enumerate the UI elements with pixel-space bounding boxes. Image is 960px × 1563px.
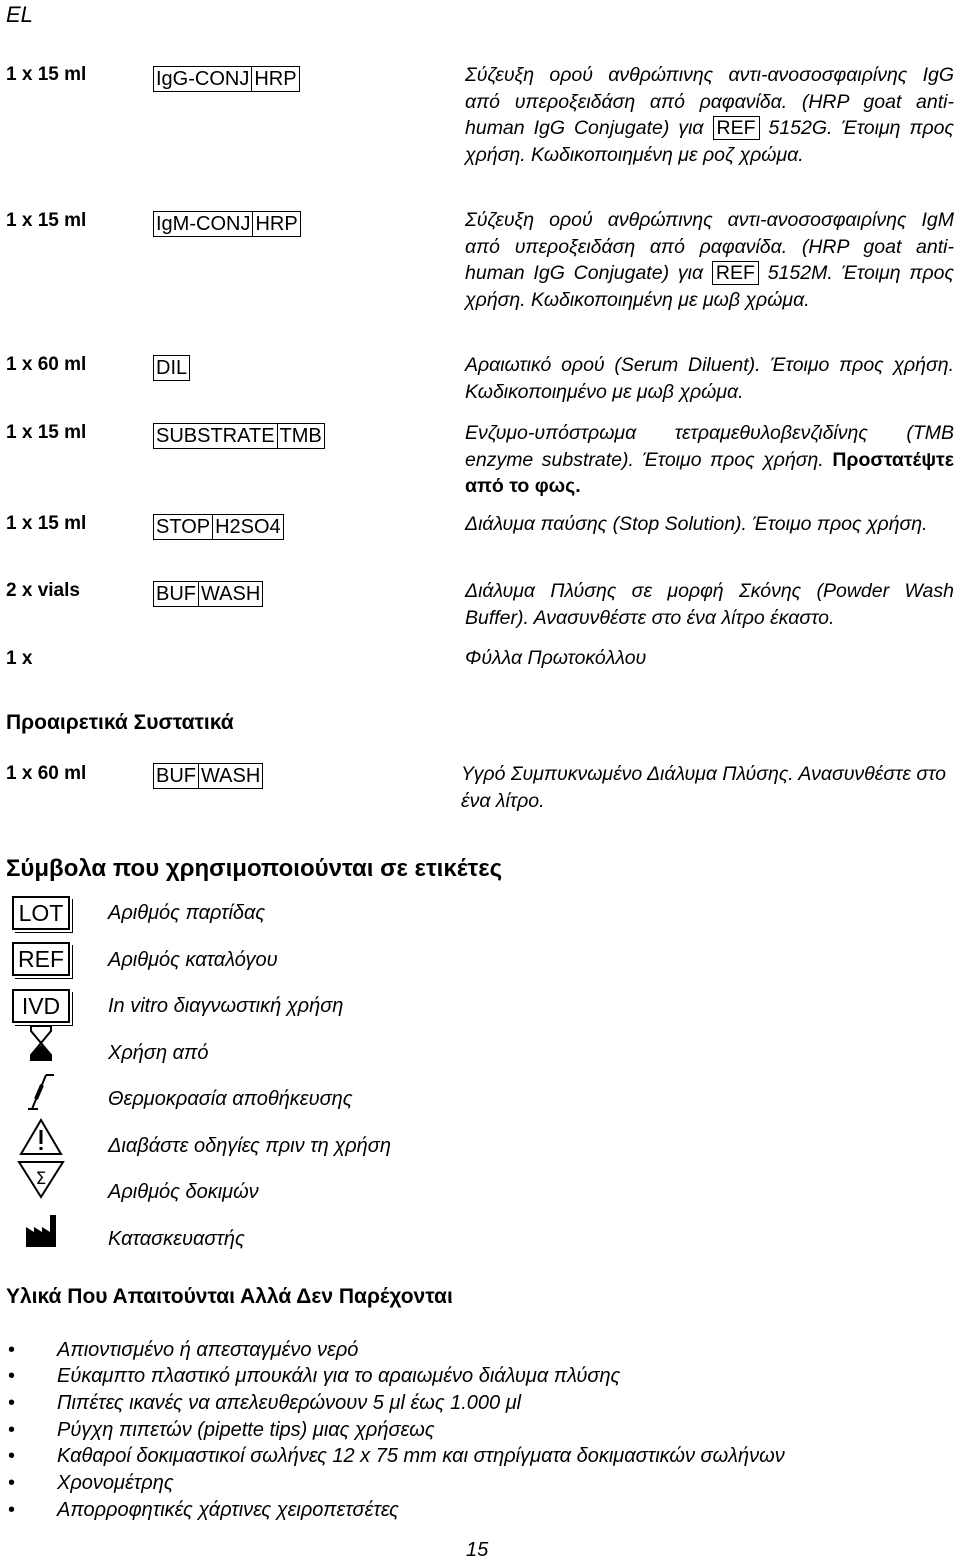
component-code: [153, 423, 325, 449]
optional-description: Υγρό Συμπυκνωμένο Διάλυμα Πλύσης. Ανασυνθέστε στο ένα λίτρο.: [461, 763, 946, 812]
component-description: Ενζυμο-υπόστρωμα τετραμεθυλοβενζιδίνης (TMB enzyme substrate). Έτοιμο προς χρήση. Προστατέψτε από το φως.: [465, 422, 955, 497]
symbol-label: Θερμοκρασία αποθήκευσης: [108, 1088, 353, 1110]
component-code: [153, 514, 284, 540]
ref-box: REF: [713, 116, 760, 140]
bullet: •: [8, 1339, 16, 1361]
list-item: Απιοντισμένο ή απεσταγμένο νερό: [57, 1339, 359, 1361]
symbol-label: Αριθμός παρτίδας: [108, 902, 266, 924]
component-description: Φύλλα Πρωτοκόλλου: [465, 647, 647, 669]
code-part: HRP: [252, 66, 299, 92]
symbol-label: Χρήση από: [108, 1042, 209, 1064]
temperature-icon: [12, 1074, 70, 1108]
factory-icon: [12, 1214, 70, 1248]
component-description: Διάλυμα Πλύσης σε μορφή Σκόνης (Powder Wash Buffer). Ανασυνθέστε στο ένα λίτρο έκαστο.: [465, 580, 954, 629]
bullet: •: [8, 1445, 16, 1467]
component-code: [153, 66, 300, 92]
bullet: •: [8, 1419, 16, 1441]
bullet: •: [8, 1472, 16, 1494]
component-description: Διάλυμα παύσης (Stop Solution). Έτοιμο προς χρήση.: [465, 513, 928, 535]
optional-qty: 1 x 60 ml: [6, 763, 87, 784]
bullet: •: [8, 1499, 16, 1521]
list-item: Πιπέτες ικανές να απελευθερώνουν 5 μl έως 1.000 μl: [57, 1392, 522, 1414]
component-qty: 1 x: [6, 648, 33, 669]
sigma-symbol: Σ: [35, 1169, 47, 1189]
component-qty: 1 x 15 ml: [6, 422, 87, 443]
materials-heading: Υλικά Που Απαιτούνται Αλλά Δεν Παρέχονται: [6, 1285, 453, 1308]
component-code: [153, 355, 190, 381]
component-qty: 2 x vials: [6, 580, 80, 601]
light-warning: Προστατέψτε από το φως.: [465, 448, 955, 497]
symbol-label: Αριθμός καταλόγου: [108, 949, 278, 971]
optional-heading: Προαιρετικά Συστατικά: [6, 711, 234, 734]
list-item: Εύκαμπτο πλαστικό μπουκάλι για το αραιωμένο διάλυμα πλύσης: [57, 1365, 621, 1387]
lot-icon: LOT: [12, 896, 70, 930]
code-part: IgM-CONJ: [153, 211, 253, 237]
code-part: TMB: [278, 423, 325, 449]
sigma-triangle-icon: [12, 1162, 70, 1196]
code-part: BUF: [153, 763, 199, 789]
language-code: EL: [6, 2, 33, 27]
symbol-label: Αριθμός δοκιμών: [108, 1181, 259, 1203]
page-number: 15: [466, 1539, 489, 1561]
code-part: H2SO4: [213, 514, 284, 540]
code-part: DIL: [153, 355, 190, 381]
bullet: •: [8, 1392, 16, 1414]
symbol-label: Κατασκευαστής: [108, 1228, 245, 1250]
code-part: HRP: [253, 211, 300, 237]
ivd-icon: IVD: [12, 989, 70, 1023]
component-qty: 1 x 15 ml: [6, 210, 87, 231]
component-description: Σύζευξη ορού ανθρώπινης αντι-ανοσοσφαιρίνης IgG από υπεροξειδάση από ραφανίδα. (HRP goat anti-human IgG Conjugate) για REF 5152G. Έτοιμη προς χρήση. Κωδικοποιημένη με ροζ χρώμα.: [465, 64, 955, 166]
code-part: BUF: [153, 581, 199, 607]
code-part: STOP: [153, 514, 213, 540]
symbol-label: Διαβάστε οδηγίες πριν τη χρήση: [108, 1135, 391, 1157]
component-qty: 1 x 15 ml: [6, 513, 87, 534]
hourglass-icon: [12, 1026, 70, 1060]
component-qty: 1 x 15 ml: [6, 64, 87, 85]
component-code: [153, 581, 263, 607]
optional-code: [153, 763, 263, 789]
component-qty: 1 x 60 ml: [6, 354, 87, 375]
list-item: Καθαροί δοκιμαστικοί σωλήνες 12 x 75 mm και στηρίγματα δοκιμαστικών σωλήνων: [57, 1445, 785, 1467]
code-part: WASH: [199, 763, 263, 789]
symbols-heading: Σύμβολα που χρησιμοποιούνται σε ετικέτες: [6, 855, 503, 882]
symbol-label: In vitro διαγνωστική χρήση: [108, 995, 344, 1017]
component-code: [153, 211, 301, 237]
ref-box: REF: [712, 261, 759, 285]
bullet: •: [8, 1365, 16, 1387]
ref-icon: REF: [12, 942, 70, 976]
warning-icon: [12, 1120, 70, 1154]
code-part: WASH: [199, 581, 263, 607]
code-part: SUBSTRATE: [153, 423, 278, 449]
list-item: Ρύγχη πιπετών (pipette tips) μιας χρήσεως: [57, 1419, 435, 1441]
list-item: Απορροφητικές χάρτινες χειροπετσέτες: [57, 1499, 399, 1521]
component-description: Αραιωτικό ορού (Serum Diluent). Έτοιμο προς χρήση. Κωδικοποιημένο με μωβ χρώμα.: [465, 354, 954, 403]
component-description: Σύζευξη ορού ανθρώπινης αντι-ανοσοσφαιρίνης IgM από υπεροξειδάση από ραφανίδα. (HRP goat anti-human IgG Conjugate) για REF 5152M. Έτοιμη προς χρήση. Κωδικοποιημένη με μωβ χρώμα.: [465, 209, 954, 311]
list-item: Χρονομέτρης: [57, 1472, 174, 1494]
code-part: IgG-CONJ: [153, 66, 252, 92]
